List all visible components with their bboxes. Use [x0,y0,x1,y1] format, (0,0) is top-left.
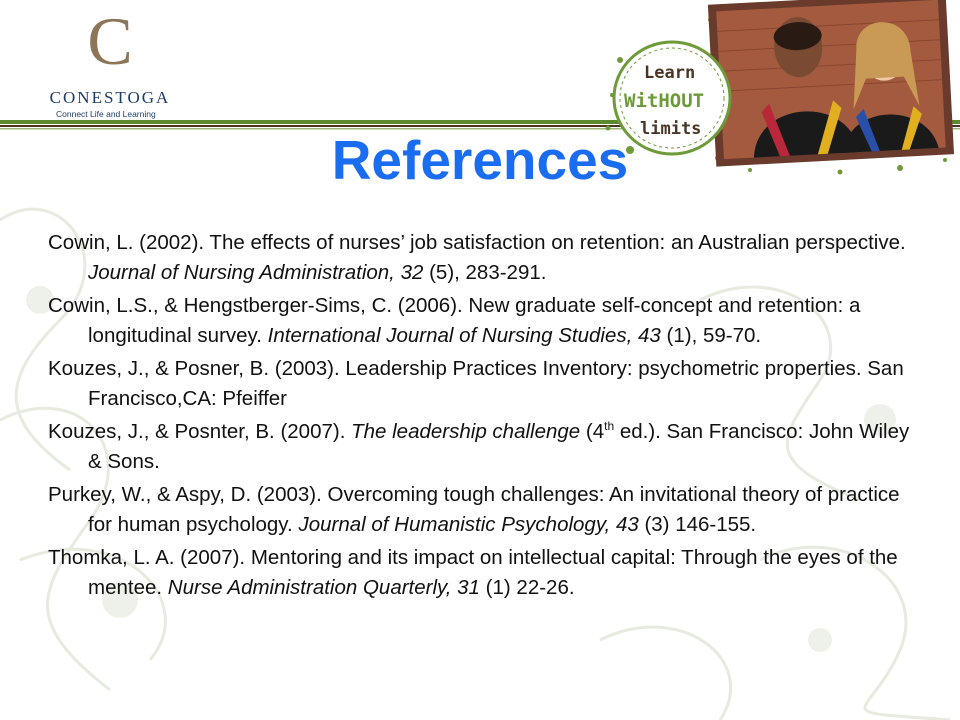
reference-text: (4 [580,420,605,443]
reference-text: ed.). San Francisco: John Wiley & Sons. [88,420,910,473]
logo-name: CONESTOGA [49,88,171,107]
reference-source: The leadership challenge [351,420,581,443]
conestoga-logo [30,3,190,119]
reference-item [48,480,918,540]
reference-text: Thomka, L. A. (2007). Mentoring and its impact on intellectual capital: Through the eyes of the mentee. [48,546,898,599]
reference-item [48,543,918,603]
reference-source: Nurse Administration Quarterly, 31 [167,576,480,599]
logo-c-mark: C [87,3,133,79]
reference-text: Kouzes, J., & Posner, B. (2003). Leadership Practices Inventory: psychometric properties. San Francisco,CA: Pfeiffer [48,357,904,410]
reference-item [48,417,918,477]
reference-list [48,228,918,606]
reference-item [48,291,918,351]
reference-text: Kouzes, J., & Posnter, B. (2007). [48,420,352,443]
reference-superscript: th [604,419,615,434]
reference-text: Cowin, L. (2002). The effects of nurses’ job satisfaction on retention: an Australian perspective. [48,231,906,254]
reference-item [48,354,918,414]
slide-title: References [331,129,629,191]
reference-text: (1) 22-26. [479,576,575,599]
reference-text: Cowin, L.S., & Hengstberger-Sims, C. (2006). New graduate self-concept and retention: a longitudinal survey. [48,294,861,347]
badge-line-learn: Learn [644,63,696,83]
reference-source: Journal of Humanistic Psychology, 43 [298,513,639,536]
reference-source: Journal of Nursing Administration, 32 [88,261,424,284]
logo-tagline: Connect Life and Learning [56,109,156,119]
reference-item [48,228,918,288]
reference-text: (5), 283-291. [423,261,547,284]
reference-text: (1), 59-70. [660,324,762,347]
reference-source: International Journal of Nursing Studies, 43 [267,324,661,347]
badge-line-without: WitHOUT [624,90,705,112]
badge-line-limits: limits [640,119,702,139]
reference-text: (3) 146-155. [638,513,757,536]
reference-text: Purkey, W., & Aspy, D. (2003). Overcoming tough challenges: An invitational theory of practice for human psychology. [48,483,900,536]
